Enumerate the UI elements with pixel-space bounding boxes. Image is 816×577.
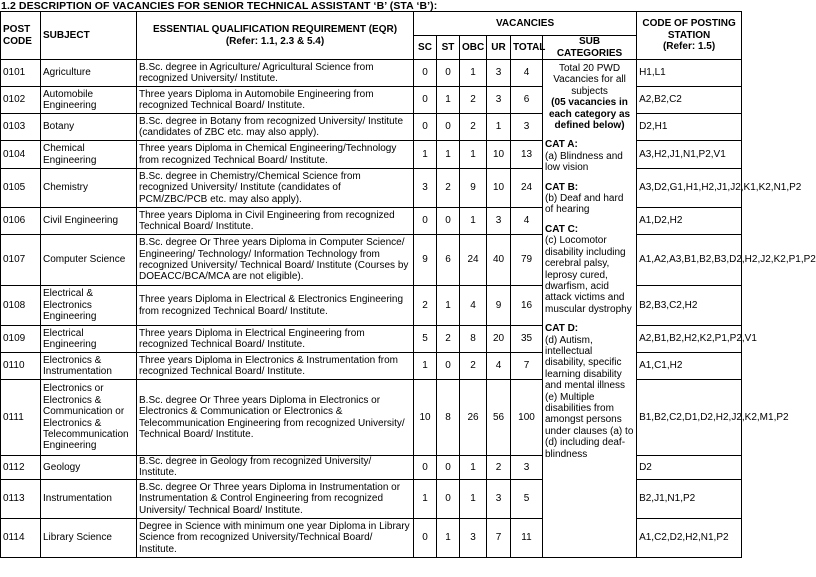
posting-station: D2 (637, 456, 742, 480)
eqr: Three years Diploma in Electrical Engineering from recognized Technical Board/ Institute. (137, 326, 414, 353)
header-obc: OBC (460, 36, 487, 60)
total-count: 4 (511, 208, 543, 235)
st-count: 8 (437, 380, 460, 456)
total-count: 13 (511, 141, 543, 169)
post-code: 0111 (1, 380, 41, 456)
st-count: 0 (437, 60, 460, 87)
obc-count: 9 (460, 169, 487, 208)
posting-station: D2,H1 (637, 114, 742, 141)
eqr: Three years Diploma in Chemical Engineering/Technology from recognized Technical Board/ Institute. (137, 141, 414, 169)
obc-count: 2 (460, 353, 487, 380)
table-row (1, 60, 742, 87)
header-eqr-title: ESSENTIAL QUALIFICATION REQUIREMENT (EQR) (152, 24, 398, 36)
cat-b-text: (b) Deaf and hard of hearing (545, 193, 624, 216)
cat-c-text: (c) Locomotor disability including cerebral palsy, leprosy cured, dwarfism, acid attack victims and muscular dystrophy (545, 235, 632, 315)
ur-count: 9 (487, 286, 511, 326)
header-sub-categories: SUB CATEGORIES (543, 36, 637, 60)
subject: Automobile Engineering (41, 87, 137, 114)
sc-count: 0 (414, 60, 437, 87)
cat-d (545, 323, 634, 460)
header-sc: SC (414, 36, 437, 60)
header-vacancies: VACANCIES (414, 12, 637, 36)
total-count: 4 (511, 60, 543, 87)
header-station-title: CODE OF POSTING STATION (642, 18, 736, 41)
post-code: 0110 (1, 353, 41, 380)
subject: Geology (41, 456, 137, 480)
posting-station: A2,B1,B2,H2,K2,P1,P2,V1 (637, 326, 742, 353)
pwd-intro-bold: (05 vacancies in each category as defined below) (548, 97, 631, 132)
cat-a-title: CAT A: (545, 139, 578, 151)
st-count: 6 (437, 235, 460, 286)
vacancies-table (0, 11, 816, 558)
eqr: B.Sc. degree Or Three years Diploma in Instrumentation or Instrumentation & Control Engineering from recognized University/ Technical Board/ Institute. (137, 479, 414, 518)
sc-count: 0 (414, 456, 437, 480)
cat-d-title: CAT D: (545, 323, 579, 335)
obc-count: 8 (460, 326, 487, 353)
obc-count: 1 (460, 141, 487, 169)
total-count: 6 (511, 87, 543, 114)
obc-count: 2 (460, 114, 487, 141)
total-count: 11 (511, 518, 543, 557)
header-eqr (137, 12, 414, 60)
cat-a-text: (a) Blindness and low vision (545, 150, 623, 174)
total-count: 3 (511, 456, 543, 480)
header-total: TOTAL (511, 36, 543, 60)
subject: Computer Science (41, 235, 137, 286)
post-code: 0113 (1, 479, 41, 518)
sc-count: 5 (414, 326, 437, 353)
ur-count: 1 (487, 114, 511, 141)
ur-count: 7 (487, 518, 511, 557)
eqr: B.Sc. degree Or Three years Diploma in Electronics or Electronics & Communication or Electronics & Telecommunication Engineering from recognized University/ Technical Board/ Institute. (137, 380, 414, 456)
obc-count: 4 (460, 286, 487, 326)
post-code: 0109 (1, 326, 41, 353)
total-count: 16 (511, 286, 543, 326)
obc-count: 1 (460, 479, 487, 518)
sc-count: 3 (414, 169, 437, 208)
total-count: 7 (511, 353, 543, 380)
obc-count: 3 (460, 518, 487, 557)
total-count: 24 (511, 169, 543, 208)
post-code: 0106 (1, 208, 41, 235)
subject: Electrical & Electronics Engineering (41, 286, 137, 326)
obc-count: 1 (460, 456, 487, 480)
eqr: Three years Diploma in Civil Engineering from recognized Technical Board/ Institute. (137, 208, 414, 235)
st-count: 2 (437, 169, 460, 208)
cat-c (545, 224, 634, 315)
posting-station: H1,L1 (637, 60, 742, 87)
sc-count: 0 (414, 518, 437, 557)
ur-count: 3 (487, 87, 511, 114)
eqr: Three years Diploma in Electrical & Electronics Engineering from recognized Technical Board/ Institute. (137, 286, 414, 326)
subject: Electronics & Instrumentation (41, 353, 137, 380)
ur-count: 10 (487, 169, 511, 208)
st-count: 1 (437, 87, 460, 114)
obc-count: 1 (460, 60, 487, 87)
post-code: 0114 (1, 518, 41, 557)
eqr: B.Sc. degree in Chemistry/Chemical Science from recognized University/ Institute (candidates of PCM/ZBC/PCB etc. may also apply). (137, 169, 414, 208)
posting-station: A3,D2,G1,H1,H2,J1,J2,K1,K2,N1,P2 (637, 169, 742, 208)
section-heading: 1.2 DESCRIPTION OF VACANCIES FOR SENIOR TECHNICAL ASSISTANT ‘B’ (STA ‘B’): (1, 0, 438, 12)
ur-count: 3 (487, 60, 511, 87)
posting-station: B2,J1,N1,P2 (637, 479, 742, 518)
posting-station: A1,C1,H2 (637, 353, 742, 380)
subject: Chemistry (41, 169, 137, 208)
header-ur: UR (487, 36, 511, 60)
header-station (637, 12, 742, 60)
posting-station: A1,A2,A3,B1,B2,B3,D2,H2,J2,K2,P1,P2 (637, 235, 742, 286)
eqr: Three years Diploma in Electronics & Instrumentation from recognized Technical Board/ Institute. (137, 353, 414, 380)
eqr: Degree in Science with minimum one year Diploma in Library Science from recognized University/Technical Board/ Institute. (137, 518, 414, 557)
subject: Botany (41, 114, 137, 141)
sc-count: 1 (414, 141, 437, 169)
sc-count: 0 (414, 114, 437, 141)
sub-categories-cell (543, 60, 637, 558)
sc-count: 0 (414, 208, 437, 235)
post-code: 0112 (1, 456, 41, 480)
ur-count: 2 (487, 456, 511, 480)
cat-c-title: CAT C: (545, 223, 579, 235)
st-count: 1 (437, 518, 460, 557)
total-count: 35 (511, 326, 543, 353)
st-count: 0 (437, 456, 460, 480)
post-code: 0103 (1, 114, 41, 141)
st-count: 0 (437, 479, 460, 518)
cat-a (545, 139, 634, 173)
header-eqr-refer: (Refer: 1.1, 2.3 & 5.4) (225, 35, 325, 47)
subject: Civil Engineering (41, 208, 137, 235)
ur-count: 10 (487, 141, 511, 169)
post-code: 0101 (1, 60, 41, 87)
sc-count: 1 (414, 353, 437, 380)
obc-count: 24 (460, 235, 487, 286)
post-code: 0107 (1, 235, 41, 286)
subject: Instrumentation (41, 479, 137, 518)
obc-count: 26 (460, 380, 487, 456)
eqr: B.Sc. degree Or Three years Diploma in Computer Science/ Engineering/ Technology/ Information Technology from recognized University/ Technical Board/ Institute (Courses by DOEACC/BCA/MCA are not eligible). (137, 235, 414, 286)
post-code: 0108 (1, 286, 41, 326)
header-post-code: POST CODE (1, 12, 41, 60)
subject: Electronics or Electronics & Communication or Electronics & Telecommunication Engineering (41, 380, 137, 456)
total-count: 5 (511, 479, 543, 518)
ur-count: 56 (487, 380, 511, 456)
ur-count: 40 (487, 235, 511, 286)
st-count: 0 (437, 353, 460, 380)
eqr: B.Sc. degree in Agriculture/ Agricultural Science from recognized University/ Institute. (137, 60, 414, 87)
ur-count: 3 (487, 479, 511, 518)
posting-station: A1,D2,H2 (637, 208, 742, 235)
st-count: 0 (437, 114, 460, 141)
pwd-intro-text: Total 20 PWD Vacancies for all subjects (553, 63, 626, 97)
cat-b-title: CAT B: (545, 181, 579, 193)
header-st: ST (437, 36, 460, 60)
eqr: B.Sc. degree in Botany from recognized University/ Institute (candidates of ZBC etc. may also apply). (137, 114, 414, 141)
st-count: 1 (437, 286, 460, 326)
cat-d-text: (d) Autism, intellectual disability, specific learning disability and mental illness (e) Multiple disabilities from amongst persons under clauses (a) to (d) including deaf-blindness (545, 334, 634, 460)
sc-count: 9 (414, 235, 437, 286)
posting-station: B1,B2,C2,D1,D2,H2,J2,K2,M1,P2 (637, 380, 742, 456)
st-count: 2 (437, 326, 460, 353)
sc-count: 1 (414, 479, 437, 518)
pwd-intro (545, 63, 634, 131)
ur-count: 3 (487, 208, 511, 235)
sc-count: 10 (414, 380, 437, 456)
obc-count: 2 (460, 87, 487, 114)
st-count: 0 (437, 208, 460, 235)
post-code: 0102 (1, 87, 41, 114)
subject: Library Science (41, 518, 137, 557)
obc-count: 1 (460, 208, 487, 235)
subject: Chemical Engineering (41, 141, 137, 169)
post-code: 0104 (1, 141, 41, 169)
total-count: 79 (511, 235, 543, 286)
ur-count: 4 (487, 353, 511, 380)
posting-station: A1,C2,D2,H2,N1,P2 (637, 518, 742, 557)
sc-count: 0 (414, 87, 437, 114)
subject: Electrical Engineering (41, 326, 137, 353)
subject: Agriculture (41, 60, 137, 87)
eqr: B.Sc. degree in Geology from recognized University/ Institute. (137, 456, 414, 480)
cat-b (545, 182, 634, 216)
eqr: Three years Diploma in Automobile Engineering from recognized Technical Board/ Institute. (137, 87, 414, 114)
posting-station: A3,H2,J1,N1,P2,V1 (637, 141, 742, 169)
total-count: 3 (511, 114, 543, 141)
total-count: 100 (511, 380, 543, 456)
sc-count: 2 (414, 286, 437, 326)
ur-count: 20 (487, 326, 511, 353)
st-count: 1 (437, 141, 460, 169)
posting-station: A2,B2,C2 (637, 87, 742, 114)
header-station-refer: (Refer: 1.5) (662, 41, 716, 53)
post-code: 0105 (1, 169, 41, 208)
header-subject: SUBJECT (41, 12, 137, 60)
posting-station: B2,B3,C2,H2 (637, 286, 742, 326)
